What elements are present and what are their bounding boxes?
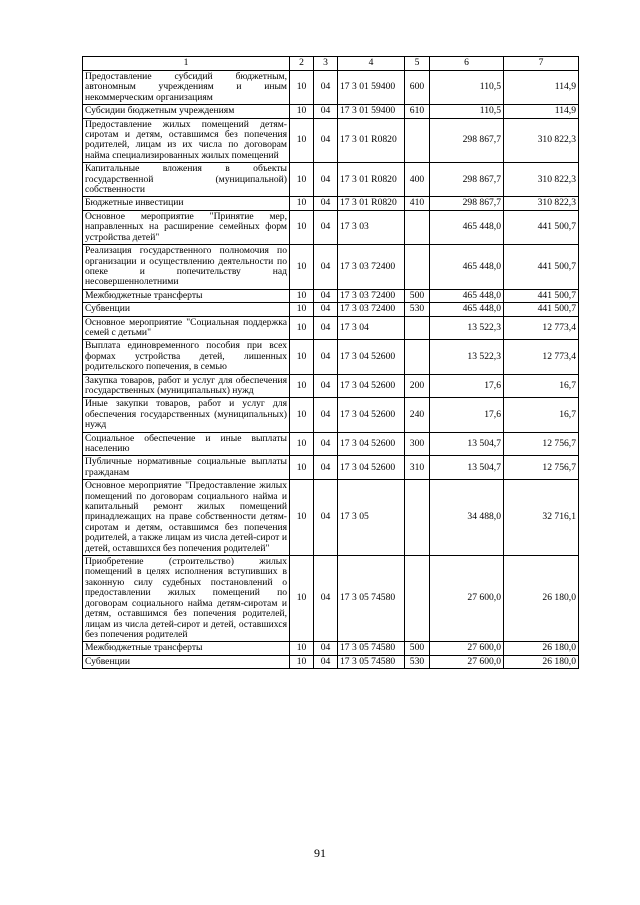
expense-type-cell: 500: [405, 289, 430, 302]
section-code-cell: 10: [290, 210, 314, 244]
row-name-cell: Публичные нормативные социальные выплаты гражданам: [83, 456, 290, 480]
table-row: [83, 210, 579, 244]
row-name-cell: Субвенции: [83, 303, 290, 316]
amount-year1-cell: 17,6: [430, 398, 504, 432]
amount-year1-cell: 27 600,0: [430, 655, 504, 668]
table-row: [83, 456, 579, 480]
section-code-cell: 10: [290, 163, 314, 197]
target-article-cell: 17 3 01 R0820: [338, 163, 405, 197]
expense-type-cell: 310: [405, 456, 430, 480]
section-code-cell: 10: [290, 105, 314, 118]
amount-year2-cell: 114,9: [504, 105, 579, 118]
target-article-cell: 17 3 04: [338, 316, 405, 340]
row-name-cell: Основное мероприятие "Социальная поддержка семей с детьми": [83, 316, 290, 340]
target-article-cell: 17 3 04 52600: [338, 432, 405, 456]
subsection-code-cell: 04: [314, 340, 338, 374]
subsection-code-cell: 04: [314, 197, 338, 210]
column-header: 5: [405, 57, 430, 71]
amount-year2-cell: 441 500,7: [504, 210, 579, 244]
section-code-cell: 10: [290, 374, 314, 398]
section-code-cell: 10: [290, 316, 314, 340]
row-name-cell: Межбюджетные трансферты: [83, 289, 290, 302]
amount-year1-cell: 17,6: [430, 374, 504, 398]
subsection-code-cell: 04: [314, 316, 338, 340]
row-name-cell: Основное мероприятие "Предоставление жилых помещений по договорам социального найма и капитальный ремонт жилых помещений принадлежащих на праве собственности детям-сиротам и детям, оставшимся без попечения родителей, а также лицам из числа детей-сирот и детей, оставшихся без попечения родителей": [83, 480, 290, 556]
column-header: 4: [338, 57, 405, 71]
target-article-cell: 17 3 01 R0820: [338, 118, 405, 163]
table-row: [83, 340, 579, 374]
section-code-cell: 10: [290, 118, 314, 163]
amount-year1-cell: 298 867,7: [430, 118, 504, 163]
expense-type-cell: [405, 480, 430, 556]
table-row: [83, 289, 579, 302]
table-row: [83, 432, 579, 456]
column-header: 7: [504, 57, 579, 71]
row-name-cell: Реализация государственного полномочия по организации и осуществлению деятельности по опеке и попечительству над несовершеннолетними: [83, 245, 290, 290]
expense-type-cell: 530: [405, 303, 430, 316]
row-name-cell: Социальное обеспечение и иные выплаты населению: [83, 432, 290, 456]
subsection-code-cell: 04: [314, 374, 338, 398]
expense-type-cell: [405, 245, 430, 290]
table-body: [83, 57, 579, 669]
section-code-cell: 10: [290, 197, 314, 210]
budget-table: [82, 56, 579, 669]
table-header-row: [83, 57, 579, 71]
amount-year2-cell: 26 180,0: [504, 655, 579, 668]
amount-year2-cell: 26 180,0: [504, 642, 579, 655]
subsection-code-cell: 04: [314, 303, 338, 316]
amount-year2-cell: 16,7: [504, 374, 579, 398]
table-row: [83, 163, 579, 197]
amount-year2-cell: 441 500,7: [504, 303, 579, 316]
section-code-cell: 10: [290, 340, 314, 374]
target-article-cell: 17 3 01 59400: [338, 105, 405, 118]
amount-year1-cell: 13 504,7: [430, 432, 504, 456]
row-name-cell: Капитальные вложения в объекты государственной (муниципальной) собственности: [83, 163, 290, 197]
expense-type-cell: 200: [405, 374, 430, 398]
amount-year2-cell: 12 773,4: [504, 316, 579, 340]
expense-type-cell: [405, 210, 430, 244]
expense-type-cell: [405, 340, 430, 374]
table-row: [83, 642, 579, 655]
target-article-cell: 17 3 03: [338, 210, 405, 244]
subsection-code-cell: 04: [314, 480, 338, 556]
amount-year2-cell: 310 822,3: [504, 197, 579, 210]
table-row: [83, 556, 579, 642]
target-article-cell: 17 3 03 72400: [338, 245, 405, 290]
section-code-cell: 10: [290, 71, 314, 105]
target-article-cell: 17 3 05 74580: [338, 556, 405, 642]
amount-year1-cell: 34 488,0: [430, 480, 504, 556]
section-code-cell: 10: [290, 480, 314, 556]
amount-year1-cell: 298 867,7: [430, 163, 504, 197]
target-article-cell: 17 3 04 52600: [338, 340, 405, 374]
amount-year1-cell: 465 448,0: [430, 245, 504, 290]
expense-type-cell: 610: [405, 105, 430, 118]
expense-type-cell: 240: [405, 398, 430, 432]
table-row: [83, 480, 579, 556]
table-row: [83, 374, 579, 398]
subsection-code-cell: 04: [314, 289, 338, 302]
amount-year1-cell: 465 448,0: [430, 289, 504, 302]
amount-year1-cell: 13 522,3: [430, 340, 504, 374]
expense-type-cell: 530: [405, 655, 430, 668]
amount-year2-cell: 26 180,0: [504, 556, 579, 642]
subsection-code-cell: 04: [314, 118, 338, 163]
section-code-cell: 10: [290, 303, 314, 316]
amount-year2-cell: 32 716,1: [504, 480, 579, 556]
expense-type-cell: 400: [405, 163, 430, 197]
amount-year1-cell: 110,5: [430, 71, 504, 105]
expense-type-cell: 410: [405, 197, 430, 210]
target-article-cell: 17 3 04 52600: [338, 374, 405, 398]
table-row: [83, 655, 579, 668]
amount-year1-cell: 110,5: [430, 105, 504, 118]
table-row: [83, 197, 579, 210]
row-name-cell: Бюджетные инвестиции: [83, 197, 290, 210]
subsection-code-cell: 04: [314, 556, 338, 642]
expense-type-cell: 600: [405, 71, 430, 105]
subsection-code-cell: 04: [314, 456, 338, 480]
amount-year2-cell: 16,7: [504, 398, 579, 432]
target-article-cell: 17 3 01 59400: [338, 71, 405, 105]
amount-year1-cell: 13 504,7: [430, 456, 504, 480]
row-name-cell: Субвенции: [83, 655, 290, 668]
column-header: 6: [430, 57, 504, 71]
table-row: [83, 105, 579, 118]
amount-year2-cell: 441 500,7: [504, 245, 579, 290]
amount-year2-cell: 310 822,3: [504, 163, 579, 197]
section-code-cell: 10: [290, 432, 314, 456]
subsection-code-cell: 04: [314, 642, 338, 655]
table-row: [83, 303, 579, 316]
amount-year2-cell: 310 822,3: [504, 118, 579, 163]
section-code-cell: 10: [290, 642, 314, 655]
subsection-code-cell: 04: [314, 163, 338, 197]
column-header: 2: [290, 57, 314, 71]
target-article-cell: 17 3 03 72400: [338, 303, 405, 316]
target-article-cell: 17 3 01 R0820: [338, 197, 405, 210]
subsection-code-cell: 04: [314, 398, 338, 432]
amount-year2-cell: 12 773,4: [504, 340, 579, 374]
section-code-cell: 10: [290, 456, 314, 480]
amount-year1-cell: 13 522,3: [430, 316, 504, 340]
target-article-cell: 17 3 04 52600: [338, 398, 405, 432]
amount-year1-cell: 27 600,0: [430, 556, 504, 642]
expense-type-cell: [405, 316, 430, 340]
page-number: 91: [314, 846, 326, 860]
target-article-cell: 17 3 04 52600: [338, 456, 405, 480]
subsection-code-cell: 04: [314, 245, 338, 290]
target-article-cell: 17 3 05: [338, 480, 405, 556]
subsection-code-cell: 04: [314, 655, 338, 668]
expense-type-cell: [405, 556, 430, 642]
row-name-cell: Иные закупки товаров, работ и услуг для обеспечения государственных (муниципальных) нужд: [83, 398, 290, 432]
target-article-cell: 17 3 05 74580: [338, 642, 405, 655]
amount-year1-cell: 465 448,0: [430, 303, 504, 316]
section-code-cell: 10: [290, 655, 314, 668]
row-name-cell: Субсидии бюджетным учреждениям: [83, 105, 290, 118]
section-code-cell: 10: [290, 398, 314, 432]
row-name-cell: Основное мероприятие "Принятие мер, направленных на расширение семейных форм устройства детей": [83, 210, 290, 244]
subsection-code-cell: 04: [314, 105, 338, 118]
expense-type-cell: [405, 118, 430, 163]
section-code-cell: 10: [290, 245, 314, 290]
column-header: 1: [83, 57, 290, 71]
table-row: [83, 316, 579, 340]
subsection-code-cell: 04: [314, 210, 338, 244]
amount-year1-cell: 465 448,0: [430, 210, 504, 244]
row-name-cell: Закупка товаров, работ и услуг для обеспечения государственных (муниципальных) нужд: [83, 374, 290, 398]
row-name-cell: Предоставление жилых помещений детям-сиротам и детям, оставшимся без попечения родителей, лицам из их числа по договорам найма специализированных жилых помещений: [83, 118, 290, 163]
table-row: [83, 398, 579, 432]
expense-type-cell: 500: [405, 642, 430, 655]
row-name-cell: Приобретение (строительство) жилых помещений в целях исполнения вступивших в законную силу судебных постановлений о предоставлении жилых помещений по договорам социального найма детям-сиротам и детям, оставшимся без попечения родителей, лицам из числа детей-сирот и детей, оставшихся без попечения родителей: [83, 556, 290, 642]
subsection-code-cell: 04: [314, 432, 338, 456]
amount-year2-cell: 12 756,7: [504, 432, 579, 456]
row-name-cell: Предоставление субсидий бюджетным, автономным учреждениям и иным некоммерческим организациям: [83, 71, 290, 105]
amount-year1-cell: 27 600,0: [430, 642, 504, 655]
expense-type-cell: 300: [405, 432, 430, 456]
amount-year2-cell: 12 756,7: [504, 456, 579, 480]
target-article-cell: 17 3 03 72400: [338, 289, 405, 302]
section-code-cell: 10: [290, 556, 314, 642]
table-row: [83, 118, 579, 163]
amount-year1-cell: 298 867,7: [430, 197, 504, 210]
table-row: [83, 71, 579, 105]
row-name-cell: Межбюджетные трансферты: [83, 642, 290, 655]
column-header: 3: [314, 57, 338, 71]
subsection-code-cell: 04: [314, 71, 338, 105]
target-article-cell: 17 3 05 74580: [338, 655, 405, 668]
section-code-cell: 10: [290, 289, 314, 302]
row-name-cell: Выплата единовременного пособия при всех формах устройства детей, лишенных родительского попечения, в семью: [83, 340, 290, 374]
amount-year2-cell: 114,9: [504, 71, 579, 105]
table-row: [83, 245, 579, 290]
amount-year2-cell: 441 500,7: [504, 289, 579, 302]
